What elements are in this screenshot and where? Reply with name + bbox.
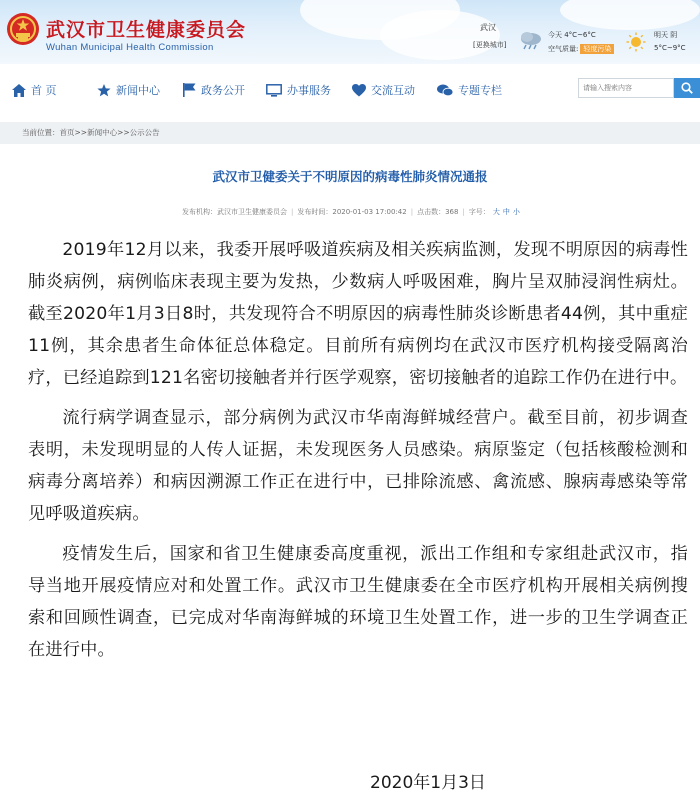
nav-label: 首 页 xyxy=(31,84,57,97)
font-size-small-button[interactable]: 小 xyxy=(512,208,520,216)
meta-source: 武汉市卫生健康委员会 xyxy=(217,208,287,216)
cloud-decoration xyxy=(380,10,500,60)
meta-time-label: 发布时间： xyxy=(297,208,333,216)
meta-source-label: 发布机构： xyxy=(182,208,217,216)
breadcrumb-path[interactable]: 首页>>新闻中心>>公示公告 xyxy=(59,128,160,137)
meta-separator: | xyxy=(410,208,414,216)
meta-separator: | xyxy=(291,208,294,216)
nav-label: 新闻中心 xyxy=(116,84,160,97)
article-paragraph: 疫情发生后，国家和省卫生健康委高度重视，派出工作组和专家组赴武汉市，指导当地开展疫情应对和处置工作。武汉市卫生健康委在全市医疗机构开展相关病例搜索和回顾性调查，已完成对华南海鲜城的环境卫生处置工作，进一步的卫生学调查正在进行中。 xyxy=(28,544,688,660)
cloud-decoration xyxy=(560,0,700,30)
article-body xyxy=(28,234,688,674)
article-title: 武汉市卫健委关于不明原因的病毒性肺炎情况通报 xyxy=(212,169,488,184)
nav-item-home[interactable] xyxy=(12,80,57,100)
national-emblem-icon xyxy=(6,12,40,46)
star-icon xyxy=(97,84,111,97)
nav-item-interaction[interactable] xyxy=(352,80,415,100)
header-banner xyxy=(0,0,700,64)
home-icon xyxy=(12,84,26,97)
meta-views-label: 点击数： xyxy=(417,208,446,216)
weather-tomorrow-temp: 5°C~9°C xyxy=(654,44,686,52)
nav-label: 办事服务 xyxy=(287,84,331,97)
meta-views: 368 xyxy=(445,208,459,216)
air-quality xyxy=(548,44,614,54)
air-quality-badge: 轻度污染 xyxy=(580,44,614,54)
breadcrumb xyxy=(0,122,700,144)
nav-item-topics[interactable] xyxy=(437,80,502,100)
nav-item-gov-affairs[interactable] xyxy=(183,80,245,100)
nav-item-news[interactable] xyxy=(97,80,160,100)
weather-tomorrow: 明天 阴 xyxy=(654,31,678,39)
flag-icon xyxy=(183,83,196,97)
weather-city: 武汉 xyxy=(480,23,496,32)
main-nav xyxy=(0,64,700,116)
search-button[interactable] xyxy=(674,78,700,98)
article-paragraph: 流行病学调查显示，部分病例为武汉市华南海鲜城经营户。截至目前，初步调查表明，未发现明显的人传人证据，未发现医务人员感染。病原鉴定（包括核酸检测和病毒分离培养）和病因溯源工作正在进行中，已排除流感、禽流感、腺病毒感染等常见呼吸道疾病。 xyxy=(28,408,688,524)
sun-icon xyxy=(626,32,646,52)
article-date: 2020年1月3日 xyxy=(370,773,486,793)
nav-label: 政务公开 xyxy=(201,84,245,97)
breadcrumb-prefix: 当前位置： xyxy=(22,128,60,137)
site-title: 武汉市卫生健康委员会 xyxy=(46,19,247,41)
air-quality-label: 空气质量: xyxy=(548,45,579,53)
nav-item-services[interactable] xyxy=(266,80,331,100)
chat-icon xyxy=(437,84,453,97)
meta-time: 2020-01-03 17:00:42 xyxy=(332,208,407,216)
monitor-icon xyxy=(266,84,282,97)
article-paragraph: 2019年12月以来，我委开展呼吸道疾病及相关疾病监测，发现不明原因的病毒性肺炎病例，病例临床表现主要为发热，少数病人呼吸困难，胸片呈双肺浸润性病灶。截至2020年1月3日8时，共发现符合不明原因的病毒性肺炎诊断患者44例，其中重症11例，其余患者生命体征总体稳定。目前所有病例均在武汉市医疗机构接受隔离治疗，已经追踪到121名密切接触者并行医学观察，密切接触者的追踪工作仍在进行中。 xyxy=(28,240,688,388)
font-size-large-button[interactable]: 大 xyxy=(492,208,500,216)
nav-label: 专题专栏 xyxy=(458,84,502,97)
site-subtitle: Wuhan Municipal Health Commission xyxy=(46,42,214,53)
weather-today: 今天 4°C~6°C xyxy=(548,31,596,39)
search-icon xyxy=(681,82,693,94)
rain-cloud-icon xyxy=(518,30,544,50)
article-meta xyxy=(182,207,520,217)
nav-label: 交流互动 xyxy=(371,84,415,97)
font-size-medium-button[interactable]: 中 xyxy=(502,208,510,216)
search-input[interactable] xyxy=(578,78,674,98)
switch-city-link[interactable]: [更换城市] xyxy=(473,41,507,49)
meta-separator: | xyxy=(462,208,465,216)
heart-icon xyxy=(352,84,366,97)
meta-font-label: 字号： xyxy=(468,208,490,216)
